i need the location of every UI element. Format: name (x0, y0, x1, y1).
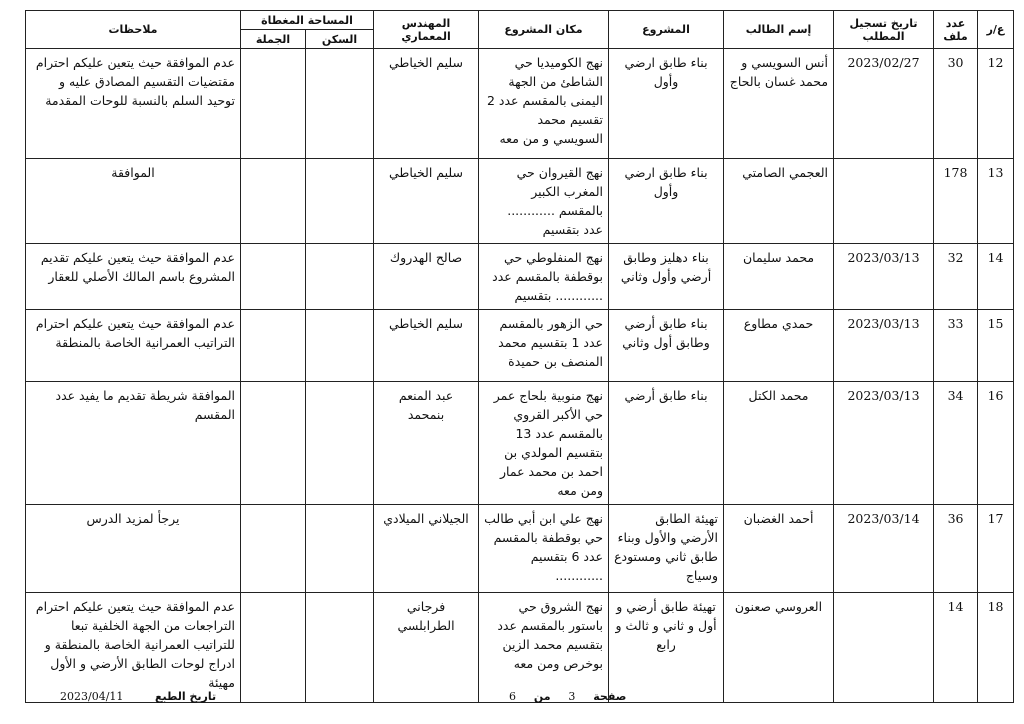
row-architect: سليم الخياطي (374, 49, 479, 159)
row-file-number: 30 (934, 49, 978, 159)
row-area-housing (306, 310, 374, 382)
row-architect: سليم الخياطي (374, 159, 479, 244)
row-location: نهج المنفلوطي حي بوقطفة بالمقسم عدد ............ بتقسيم (479, 244, 609, 310)
row-notes: عدم الموافقة حيث يتعين عليكم احترام مقتضيات التقسيم المصادق عليه و توحيد السلم بالنسبة للوحات المقدمة (26, 49, 241, 159)
col-header-file: عدد ملف (934, 11, 978, 49)
row-architect: سليم الخياطي (374, 310, 479, 382)
row-date (834, 593, 934, 703)
col-header-total: الجملة (241, 30, 306, 49)
row-project: بناء طابق ارضي وأول (609, 49, 724, 159)
row-file-number: 32 (934, 244, 978, 310)
row-applicant: حمدي مطاوع (724, 310, 834, 382)
row-project: بناء طابق أرضي (609, 382, 724, 505)
row-index: 14 (978, 244, 1014, 310)
table-row (26, 310, 1014, 382)
row-date: 2023/03/13 (834, 382, 934, 505)
col-header-index: ع/ر (978, 11, 1014, 49)
row-date: 2023/03/13 (834, 310, 934, 382)
row-notes: عدم الموافقة حيث يتعين عليكم احترام التراتيب العمرانية الخاصة بالمنطقة (26, 310, 241, 382)
row-architect: صالح الهدروك (374, 244, 479, 310)
row-architect: فرجاني الطرابلسي (374, 593, 479, 703)
row-file-number: 178 (934, 159, 978, 244)
row-location: نهج الكوميديا حي الشاطئ من الجهة اليمنى بالمقسم عدد 2 تقسيم محمد السويسي و من معه (479, 49, 609, 159)
row-project: بناء طابق ارضي وأول (609, 159, 724, 244)
row-applicant: محمد سليمان (724, 244, 834, 310)
table-row (26, 593, 1014, 703)
row-area-housing (306, 505, 374, 593)
row-index: 18 (978, 593, 1014, 703)
row-area-total (241, 310, 306, 382)
row-file-number: 36 (934, 505, 978, 593)
row-applicant: أنس السويسي و محمد غسان بالحاج (724, 49, 834, 159)
row-notes: عدم الموافقة حيث يتعين عليكم احترام التراجعات من الجهة الخلفية تبعا للتراتيب العمرانية الخاصة بالمنطقة و ادراج لوحات الطابق الأرضي و الأول مهيئة (26, 593, 241, 703)
row-project: بناء طابق أرضي وطابق أول وثاني (609, 310, 724, 382)
header-row (26, 11, 1014, 30)
row-project: تهيئة طابق أرضي و أول و ثاني و ثالث و رابع (609, 593, 724, 703)
row-area-housing (306, 49, 374, 159)
print-date-label: تاريخ الطبع (155, 690, 217, 703)
row-date: 2023/03/14 (834, 505, 934, 593)
row-architect: عبد المنعم بنمحمد (374, 382, 479, 505)
row-applicant: العجمي الصامتي (724, 159, 834, 244)
row-area-housing (306, 244, 374, 310)
row-index: 13 (978, 159, 1014, 244)
row-area-housing (306, 382, 374, 505)
row-file-number: 14 (934, 593, 978, 703)
row-area-total (241, 505, 306, 593)
table-row (26, 244, 1014, 310)
page-number (495, 690, 626, 703)
register-table (25, 10, 1014, 703)
col-header-architect: المهندس المعماري (374, 11, 479, 49)
row-date: 2023/03/13 (834, 244, 934, 310)
row-applicant: العروسي صعنون (724, 593, 834, 703)
row-area-total (241, 244, 306, 310)
row-index: 16 (978, 382, 1014, 505)
row-notes: يرجأ لمزيد الدرس (26, 505, 241, 593)
col-header-project: المشروع (609, 11, 724, 49)
page-of: من (533, 690, 551, 703)
row-area-housing (306, 593, 374, 703)
row-notes: الموافقة (26, 159, 241, 244)
row-date: 2023/02/27 (834, 49, 934, 159)
table-row (26, 505, 1014, 593)
row-location: حي الزهور بالمقسم عدد 1 بتقسيم محمد المنصف بن حميدة (479, 310, 609, 382)
row-area-total (241, 159, 306, 244)
row-project: بناء دهليز وطابق أرضي وأول وثاني (609, 244, 724, 310)
col-header-housing: السكن (306, 30, 374, 49)
page-total: 6 (509, 690, 516, 703)
page-label: صفحة (593, 690, 627, 703)
row-notes: الموافقة شريطة تقديم ما يفيد عدد المقسم (26, 382, 241, 505)
col-header-applicant: إسم الطالب (724, 11, 834, 49)
col-header-covered-area: المساحة المغطاة (241, 11, 374, 30)
page-current: 3 (568, 690, 576, 703)
row-applicant: أحمد الغضبان (724, 505, 834, 593)
row-applicant: محمد الكتل (724, 382, 834, 505)
col-header-location: مكان المشروع (479, 11, 609, 49)
table-row (26, 159, 1014, 244)
col-header-notes: ملاحظات (26, 11, 241, 49)
row-area-total (241, 382, 306, 505)
col-header-date: تاريخ تسجيل المطلب (834, 11, 934, 49)
row-index: 15 (978, 310, 1014, 382)
row-index: 17 (978, 505, 1014, 593)
row-project: تهيئة الطابق الأرضي والأول وبناء طابق ثاني ومستودع وسياج (609, 505, 724, 593)
row-file-number: 34 (934, 382, 978, 505)
row-area-total (241, 593, 306, 703)
row-area-total (241, 49, 306, 159)
print-date: 2023/04/11 (60, 690, 124, 703)
row-date (834, 159, 934, 244)
row-location: نهج منوبية بلحاج عمر حي الأكبر القروي بالمقسم عدد 13 بتقسيم المولدي بن احمد بن محمد عمار ومن معه (479, 382, 609, 505)
row-area-housing (306, 159, 374, 244)
table-row (26, 49, 1014, 159)
page-footer (25, 690, 1013, 710)
row-location: نهج القيروان حي المغرب الكبير بالمقسم ............ عدد بتقسيم (479, 159, 609, 244)
row-location: نهج علي ابن أبي طالب حي بوقطفة بالمقسم عدد 6 بتقسيم ............ (479, 505, 609, 593)
row-location: نهج الشروق حي باستور بالمقسم عدد بتقسيم محمد الزين بوخرص ومن معه (479, 593, 609, 703)
row-index: 12 (978, 49, 1014, 159)
table-row (26, 382, 1014, 505)
row-architect: الجيلاني الميلادي (374, 505, 479, 593)
row-notes: عدم الموافقة حيث يتعين عليكم تقديم المشروع باسم المالك الأصلي للعقار (26, 244, 241, 310)
row-file-number: 33 (934, 310, 978, 382)
